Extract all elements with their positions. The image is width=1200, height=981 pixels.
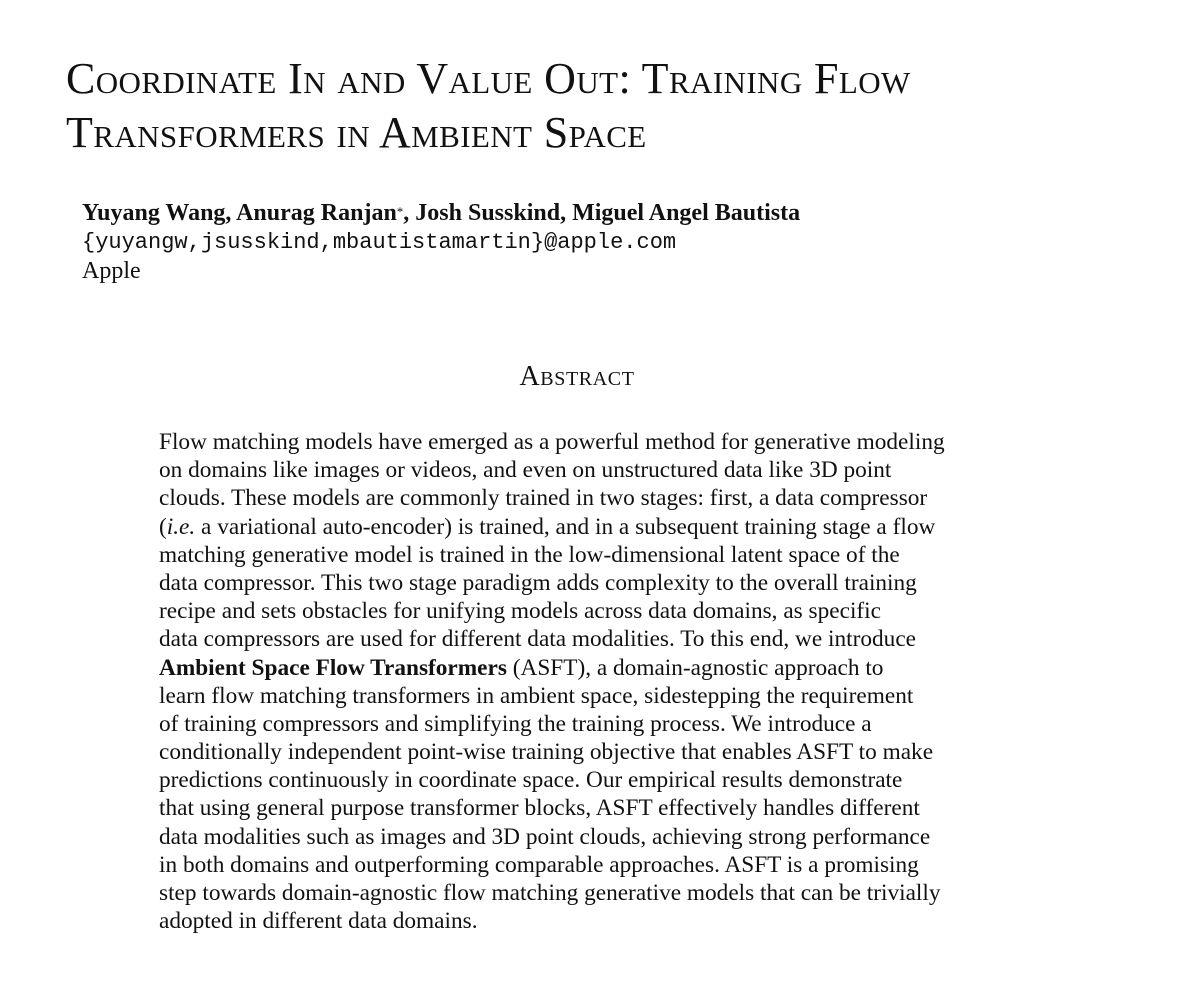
abstract-line: data compressor. This two stage paradigm adds complexity to the overall training	[159, 569, 917, 596]
author-affiliation: Apple	[82, 258, 141, 284]
abstract-heading: Abstract	[519, 361, 635, 392]
abstract-text: a variational auto-encoder) is trained, and in a subsequent training stage a flow	[195, 513, 936, 540]
abstract-line: clouds. These models are commonly trained in two stages: first, a data compressor	[159, 485, 928, 512]
abstract-text: (	[159, 513, 167, 540]
abstract-line: in both domains and outperforming comparable approaches. ASFT is a promising	[159, 851, 919, 878]
paper-title	[66, 52, 1166, 160]
abstract-line: that using general purpose transformer blocks, ASFT effectively handles different	[159, 795, 920, 822]
abstract-line: predictions continuously in coordinate space. Our empirical results demonstrate	[159, 767, 903, 794]
abstract-line: on domains like images or videos, and even on unstructured data like 3D point	[159, 457, 892, 484]
abstract-line: matching generative model is trained in the low-dimensional latent space of the	[159, 541, 900, 568]
abstract-text: (ASFT), a domain-agnostic approach to	[506, 654, 884, 681]
abstract-italic-text: i.e.	[166, 513, 196, 540]
abstract-line: of training compressors and simplifying the training process. We introduce a	[159, 710, 872, 737]
abstract-body	[159, 428, 999, 935]
equal-contribution-mark: *	[396, 204, 404, 219]
abstract-line: Flow matching models have emerged as a powerful method for generative modeling	[159, 429, 945, 455]
method-name: Ambient Space Flow Transformers	[159, 654, 507, 681]
paper-title-line-2: Transformers in Ambient Space	[66, 108, 647, 157]
abstract-line: adopted in different data domains.	[159, 908, 478, 935]
paper-title-line-1: Coordinate In and Value Out: Training Flow	[66, 54, 911, 103]
author-emails: {yuyangw,jsusskind,mbautistamartin}@apple.com	[82, 230, 677, 255]
author-name: Yuyang Wang,	[82, 200, 237, 226]
abstract-line	[159, 513, 999, 541]
author-list	[82, 199, 800, 228]
abstract-line: learn flow matching transformers in ambient space, sidestepping the requirement	[159, 682, 914, 709]
abstract-line: data compressors are used for different data modalities. To this end, we introduce	[159, 626, 917, 653]
abstract-line	[159, 654, 999, 682]
author-name: , Josh Susskind, Miguel Angel Bautista	[403, 200, 801, 226]
abstract-line: data modalities such as images and 3D point clouds, achieving strong performance	[159, 823, 931, 850]
author-name: Anurag Ranjan	[236, 200, 397, 226]
abstract-line: step towards domain-agnostic flow matching generative models that can be trivially	[159, 880, 941, 906]
abstract-line: conditionally independent point-wise training objective that enables ASFT to make	[159, 739, 934, 766]
abstract-line: recipe and sets obstacles for unifying models across data domains, as specific	[159, 598, 881, 625]
